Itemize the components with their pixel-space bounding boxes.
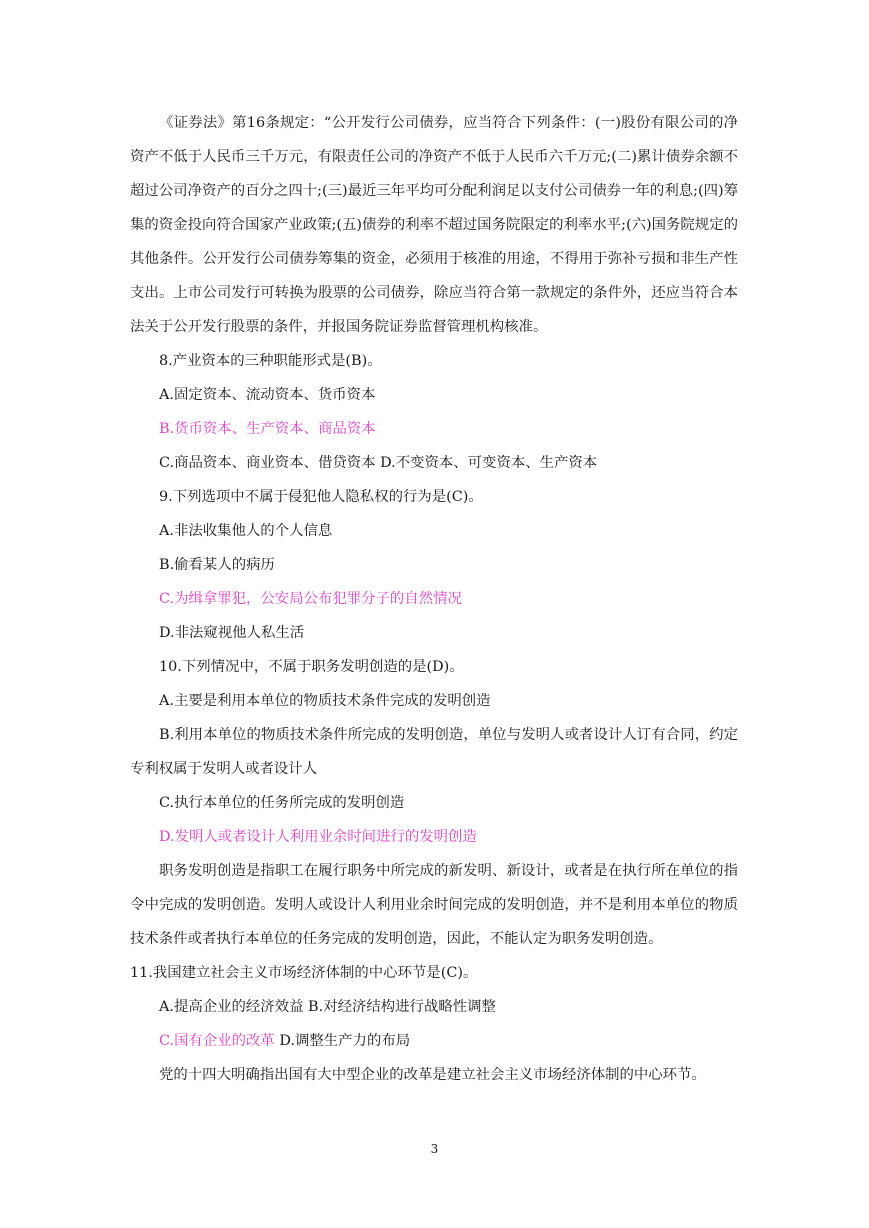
option-11d: D.调整生产力的布局	[274, 1033, 411, 1049]
option-10a: A.主要是利用本单位的物质技术条件完成的发明创造	[159, 693, 491, 709]
option-11c-answer: C.国有企业的改革	[159, 1033, 275, 1049]
option-11a-11b: A.提高企业的经济效益 B.对经济结构进行战略性调整	[159, 999, 496, 1015]
option-8c-8d: C.商品资本、商业资本、借贷资本 D.不变资本、可变资本、生产资本	[159, 455, 598, 471]
question-11: 11.我国建立社会主义市场经济体制的中心环节是(C)。	[130, 965, 478, 981]
question-10: 10.下列情况中，不属于职务发明创造的是(D)。	[159, 659, 464, 675]
option-9d: D.非法窥视他人私生活	[159, 625, 305, 641]
option-9b: B.偷看某人的病历	[159, 557, 275, 573]
paragraph-securities-law: 《证券法》第16条规定：“公开发行公司债券，应当符合下列条件：(一)股份有限公司的净资产不低于人民币三千万元，有限责任公司的净资产不低于人民币六千万元;(二)累计债券余额不超过公司净资产的百分之四十;(三)最近三年平均可分配利润足以支付公司债券一年的利息;(四)筹集的资金投向符合国家产业政策;(五)债券的利率不超过国务院限定的利率水平;(六)国务院规定的其他条件。公开发行公司债券筹集的资金，必须用于核准的用途，不得用于弥补亏损和非生产性支出。上市公司发行可转换为股票的公司债券，除应当符合第一款规定的条件外，还应当符合本法关于公开发行股票的条件，并报国务院证券监督管理机构核准。	[130, 115, 738, 335]
option-11c-11d	[130, 1024, 738, 1058]
option-10c: C.执行本单位的任务所完成的发明创造	[159, 795, 405, 811]
question-9: 9.下列选项中不属于侵犯他人隐私权的行为是(C)。	[159, 489, 483, 505]
option-10b: B.利用本单位的物质技术条件所完成的发明创造，单位与发明人或者设计人订有合同，约定专利权属于发明人或者设计人	[130, 727, 738, 777]
page-number: 3	[430, 1142, 439, 1156]
option-9a: A.非法收集他人的个人信息	[159, 523, 333, 539]
explanation-11: 党的十四大明确指出国有大中型企业的改革是建立社会主义市场经济体制的中心环节。	[159, 1067, 706, 1083]
option-9c-answer: C.为缉拿罪犯，公安局公布犯罪分子的自然情况	[159, 591, 462, 607]
option-8a: A.固定资本、流动资本、货币资本	[159, 387, 376, 403]
option-8b-answer: B.货币资本、生产资本、商品资本	[159, 421, 376, 437]
explanation-10: 职务发明创造是指职工在履行职务中所完成的新发明、新设计，或者是在执行所在单位的指令中完成的发明创造。发明人或设计人利用业余时间完成的发明创造，并不是利用本单位的物质技术条件或者执行本单位的任务完成的发明创造，因此，不能认定为职务发明创造。	[130, 863, 738, 947]
option-10d-answer: D.发明人或者设计人利用业余时间进行的发明创造	[159, 829, 477, 845]
page-content	[130, 106, 738, 1092]
question-8: 8.产业资本的三种职能形式是(B)。	[159, 353, 382, 369]
